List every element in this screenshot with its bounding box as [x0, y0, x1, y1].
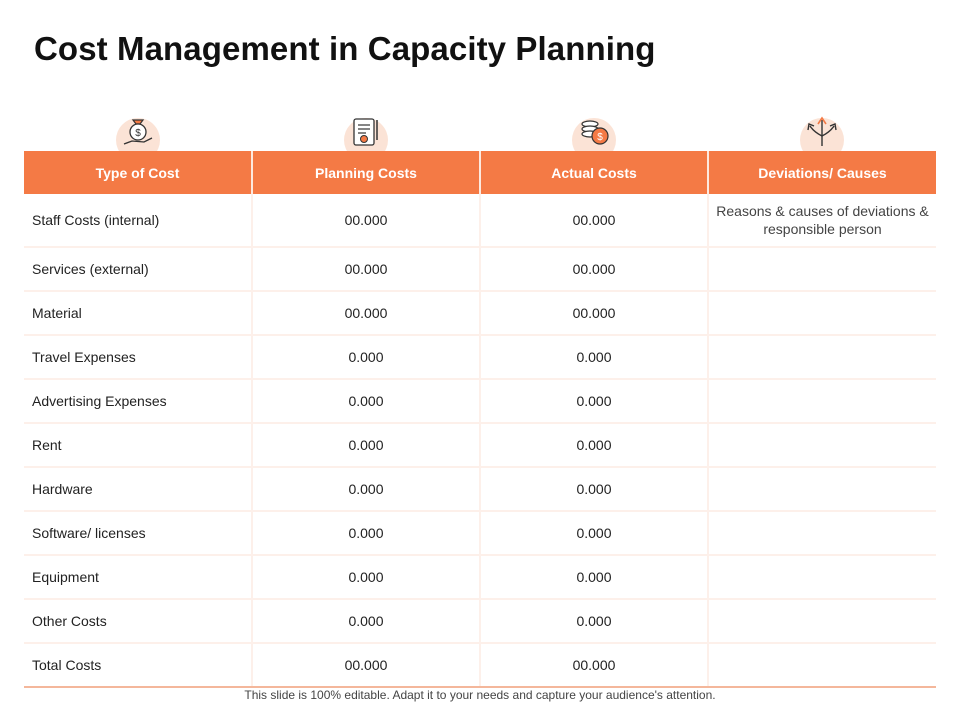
- cell-actual: 0.000: [480, 555, 708, 599]
- table-row: [24, 467, 936, 511]
- cell-deviation: [708, 379, 936, 423]
- coins-dollar-icon: [576, 114, 612, 150]
- table-header-row: [24, 151, 936, 194]
- cost-table: [24, 151, 936, 688]
- svg-text:$: $: [597, 132, 603, 143]
- cell-planning: 0.000: [252, 423, 480, 467]
- table-row: [24, 511, 936, 555]
- cell-planning: 0.000: [252, 511, 480, 555]
- cell-planning: 0.000: [252, 335, 480, 379]
- cell-deviation: [708, 467, 936, 511]
- cell-type: Advertising Expenses: [24, 379, 252, 423]
- cell-planning: 0.000: [252, 599, 480, 643]
- cell-deviation: [708, 555, 936, 599]
- cell-type: Other Costs: [24, 599, 252, 643]
- table-row: [24, 599, 936, 643]
- table-row: [24, 291, 936, 335]
- checklist-clipboard-icon: [348, 114, 384, 150]
- cell-planning: 0.000: [252, 379, 480, 423]
- cell-deviation: [708, 511, 936, 555]
- page-title: Cost Management in Capacity Planning: [34, 30, 656, 67]
- svg-text:$: $: [135, 128, 141, 139]
- cell-deviation: Reasons & causes of deviations & responsible person: [708, 194, 936, 247]
- cell-type: Total Costs: [24, 643, 252, 687]
- header-planning-costs: Planning Costs: [252, 151, 480, 194]
- cell-deviation: [708, 423, 936, 467]
- cell-actual: 0.000: [480, 511, 708, 555]
- cell-deviation: [708, 335, 936, 379]
- cell-type: Rent: [24, 423, 252, 467]
- cell-planning: 0.000: [252, 555, 480, 599]
- table-row: [24, 335, 936, 379]
- cell-actual: 00.000: [480, 291, 708, 335]
- cell-actual: 0.000: [480, 423, 708, 467]
- cell-type: Material: [24, 291, 252, 335]
- cell-type: Staff Costs (internal): [24, 194, 252, 247]
- table-row: [24, 555, 936, 599]
- cell-deviation: [708, 291, 936, 335]
- cell-planning: 00.000: [252, 247, 480, 291]
- cell-actual: 0.000: [480, 379, 708, 423]
- header-actual-costs: Actual Costs: [480, 151, 708, 194]
- cell-planning: 00.000: [252, 643, 480, 687]
- table-row: [24, 643, 936, 687]
- cell-deviation: [708, 247, 936, 291]
- cell-deviation: [708, 599, 936, 643]
- cell-type: Equipment: [24, 555, 252, 599]
- diverging-arrows-icon: [804, 114, 840, 150]
- cell-type: Hardware: [24, 467, 252, 511]
- table-row: [24, 379, 936, 423]
- cell-planning: 00.000: [252, 194, 480, 247]
- footer-note: This slide is 100% editable. Adapt it to your needs and capture your audience's attention.: [244, 688, 716, 702]
- cell-actual: 0.000: [480, 335, 708, 379]
- cell-actual: 00.000: [480, 643, 708, 687]
- cell-deviation: [708, 643, 936, 687]
- cell-type: Software/ licenses: [24, 511, 252, 555]
- header-deviations: Deviations/ Causes: [708, 151, 936, 194]
- cell-actual: 00.000: [480, 194, 708, 247]
- cell-actual: 00.000: [480, 247, 708, 291]
- cell-actual: 0.000: [480, 599, 708, 643]
- header-type-of-cost: Type of Cost: [24, 151, 252, 194]
- table-row: [24, 423, 936, 467]
- cell-planning: 00.000: [252, 291, 480, 335]
- cell-type: Services (external): [24, 247, 252, 291]
- table-row: [24, 194, 936, 247]
- money-bag-hand-icon: [120, 114, 156, 150]
- cell-actual: 0.000: [480, 467, 708, 511]
- table-row: [24, 247, 936, 291]
- cell-type: Travel Expenses: [24, 335, 252, 379]
- cell-planning: 0.000: [252, 467, 480, 511]
